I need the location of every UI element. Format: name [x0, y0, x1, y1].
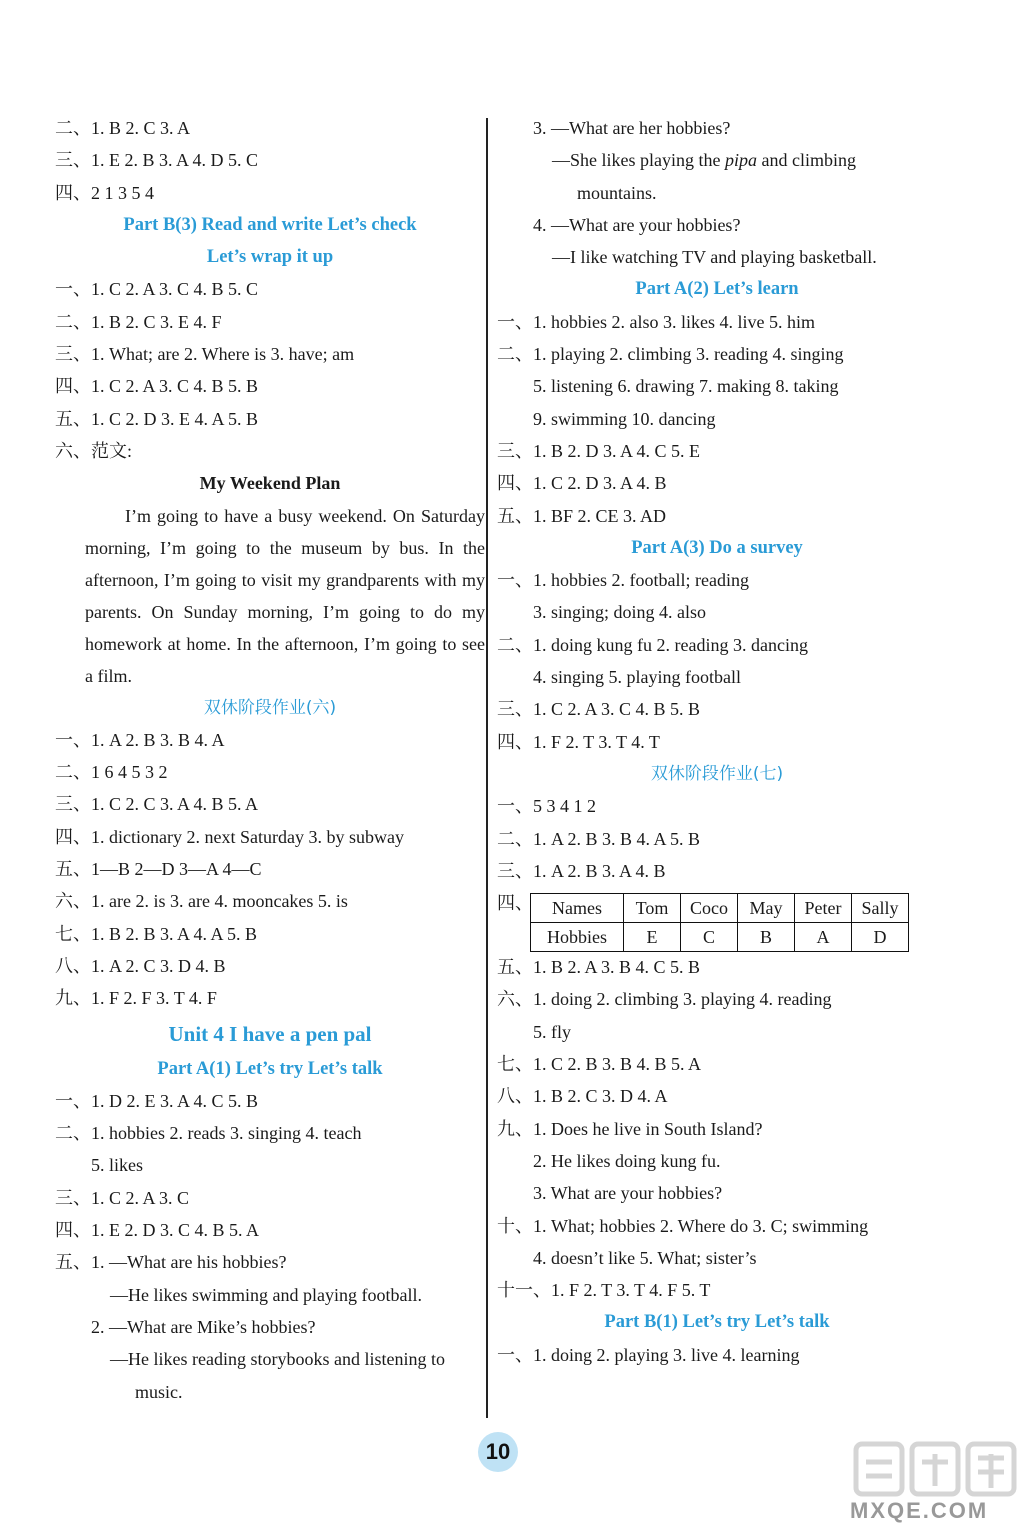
- answer-line: 二、1 6 4 5 3 2: [55, 762, 168, 783]
- answer-line: 四、1. C 2. D 3. A 4. B: [497, 473, 667, 494]
- answer-line: 三、1. B 2. D 3. A 4. C 5. E: [497, 440, 701, 461]
- answer-line: 二、1. B 2. C 3. E 4. F: [55, 311, 222, 332]
- table-cell: A: [795, 923, 852, 952]
- answer-line: 一、1. hobbies 2. also 3. likes 4. live 5. him: [497, 311, 815, 332]
- answer-line: 4. singing 5. playing football: [533, 667, 741, 688]
- hobbies-table: [530, 893, 909, 952]
- table-cell: May: [738, 894, 795, 923]
- answer-line: 二、1. playing 2. climbing 3. reading 4. singing: [497, 344, 844, 365]
- page-number: 10: [478, 1432, 518, 1472]
- table-cell: Coco: [681, 894, 738, 923]
- right-column: [497, 112, 937, 1371]
- answer-line: 5. fly: [533, 1021, 571, 1042]
- answer-line: —She likes playing the pipa and climbing: [552, 150, 856, 171]
- answer-line: 四、2 1 3 5 4: [55, 182, 154, 203]
- answer-line: 三、1. A 2. B 3. A 4. B: [497, 860, 666, 881]
- table-row: [531, 923, 909, 952]
- answer-line: 5. likes: [91, 1155, 143, 1176]
- answer-line: 五、1—B 2—D 3—A 4—C: [55, 859, 262, 880]
- column-divider: [486, 118, 488, 1418]
- table-cell: Hobbies: [531, 923, 624, 952]
- table-cell: Sally: [852, 894, 909, 923]
- answer-line: 七、1. C 2. B 3. B 4. B 5. A: [497, 1054, 702, 1075]
- answer-line: 三、1. C 2. A 3. C: [55, 1187, 190, 1208]
- section-heading: Part A(2) Let’s learn: [635, 279, 799, 300]
- answer-line: 八、1. B 2. C 3. D 4. A: [497, 1086, 668, 1107]
- answer-line: 七、1. B 2. B 3. A 4. A 5. B: [55, 923, 258, 944]
- answer-line: 一、1. hobbies 2. football; reading: [497, 570, 749, 591]
- answer-line: 十、1. What; hobbies 2. Where do 3. C; swimming: [497, 1215, 869, 1236]
- hobbies-table-block: [497, 887, 937, 951]
- answer-line: 五、1. B 2. A 3. B 4. C 5. B: [497, 957, 701, 978]
- table-cell: C: [681, 923, 738, 952]
- answer-line: —I like watching TV and playing basketball.: [552, 247, 877, 268]
- answer-line: 一、5 3 4 1 2: [497, 796, 596, 817]
- answer-line: 一、1. A 2. B 3. B 4. A: [55, 729, 225, 750]
- answer-line: 三、1. C 2. C 3. A 4. B 5. A: [55, 794, 259, 815]
- answer-line: 3. What are your hobbies?: [533, 1183, 723, 1204]
- answer-line: 六、1. are 2. is 3. are 4. mooncakes 5. is: [55, 891, 348, 912]
- table-cell: B: [738, 923, 795, 952]
- answer-line: 5. listening 6. drawing 7. making 8. taking: [533, 376, 839, 397]
- section-heading: Part A(3) Do a survey: [631, 537, 803, 558]
- answer-line: 2. He likes doing kung fu.: [533, 1150, 721, 1171]
- answer-line: 3. —What are her hobbies?: [533, 118, 731, 138]
- answer-line: 一、1. C 2. A 3. C 4. B 5. C: [55, 279, 259, 300]
- answer-line: 9. swimming 10. dancing: [533, 408, 716, 429]
- watermark-text: MXQE.COM: [850, 1498, 989, 1523]
- answer-line: 3. singing; doing 4. also: [533, 602, 707, 623]
- answer-line: 四、1. C 2. A 3. C 4. B 5. B: [55, 376, 259, 397]
- table-row: [531, 894, 909, 923]
- answer-line: —He likes reading storybooks and listening to: [110, 1349, 445, 1370]
- unit-heading: Unit 4 I have a pen pal: [168, 1021, 372, 1046]
- sample-essay: [55, 500, 485, 692]
- answer-line: 一、1. doing 2. playing 3. live 4. learning: [497, 1344, 800, 1365]
- answer-line: 九、1. Does he live in South Island?: [497, 1118, 763, 1139]
- answer-line: 二、1. A 2. B 3. B 4. A 5. B: [497, 828, 701, 849]
- section-heading: Let’s wrap it up: [206, 247, 334, 268]
- answer-line: 九、1. F 2. F 3. T 4. F: [55, 988, 217, 1009]
- answer-line: 2. —What are Mike’s hobbies?: [91, 1316, 316, 1337]
- answer-line: 五、1. C 2. D 3. E 4. A 5. B: [55, 408, 259, 429]
- answer-line: 二、1. hobbies 2. reads 3. singing 4. teach: [55, 1123, 362, 1144]
- homework-heading: 双休阶段作业(六): [203, 697, 337, 718]
- answer-line: 一、1. D 2. E 3. A 4. C 5. B: [55, 1090, 259, 1111]
- answer-line: 四、1. E 2. D 3. C 4. B 5. A: [55, 1220, 260, 1241]
- essay-text: I’m going to have a busy weekend. On Saturday morning, I’m going to the museum by bus. In the afternoon, I’m going to visit my grandparents with my parents. On Sunday morning, I’m going to do my homework at home. In the afternoon, I’m going to see a film.: [85, 505, 485, 686]
- answer-line: 4. —What are your hobbies?: [533, 214, 741, 235]
- section-heading: Part B(3) Read and write Let’s check: [123, 214, 417, 235]
- answer-line: 六、1. doing 2. climbing 3. playing 4. reading: [497, 989, 832, 1010]
- answer-line: 十一、1. F 2. T 3. T 4. F 5. T: [497, 1280, 711, 1301]
- table-cell: D: [852, 923, 909, 952]
- question-number: 四、: [497, 893, 533, 914]
- table-cell: Peter: [795, 894, 852, 923]
- answer-line: 五、1. —What are his hobbies?: [55, 1252, 287, 1273]
- answer-line: 4. doesn’t like 5. What; sister’s: [533, 1247, 757, 1268]
- answer-line: 六、范文:: [55, 440, 133, 461]
- section-heading: Part A(1) Let’s try Let’s talk: [157, 1058, 383, 1079]
- table-cell: E: [624, 923, 681, 952]
- answer-line: mountains.: [577, 182, 657, 203]
- homework-heading: 双休阶段作业(七): [650, 763, 784, 784]
- answer-line: 五、1. BF 2. CE 3. AD: [497, 505, 667, 526]
- essay-title: My Weekend Plan: [199, 473, 341, 494]
- answer-line: 四、1. F 2. T 3. T 4. T: [497, 731, 660, 752]
- answer-line: 四、1. dictionary 2. next Saturday 3. by subway: [55, 826, 404, 847]
- answer-line: 二、1. doing kung fu 2. reading 3. dancing: [497, 634, 808, 655]
- table-cell: Names: [531, 894, 624, 923]
- answer-line: 二、1. B 2. C 3. A: [55, 118, 191, 138]
- table-cell: Tom: [624, 894, 681, 923]
- answer-line: —He likes swimming and playing football.: [110, 1284, 422, 1305]
- answer-line: music.: [135, 1381, 183, 1402]
- answer-line: 八、1. A 2. C 3. D 4. B: [55, 955, 226, 976]
- section-heading: Part B(1) Let’s try Let’s talk: [604, 1312, 830, 1333]
- answer-line: 三、1. E 2. B 3. A 4. D 5. C: [55, 150, 259, 171]
- answer-line: 三、1. C 2. A 3. C 4. B 5. B: [497, 699, 701, 720]
- answer-line: 三、1. What; are 2. Where is 3. have; am: [55, 344, 355, 365]
- left-column: [55, 112, 485, 1408]
